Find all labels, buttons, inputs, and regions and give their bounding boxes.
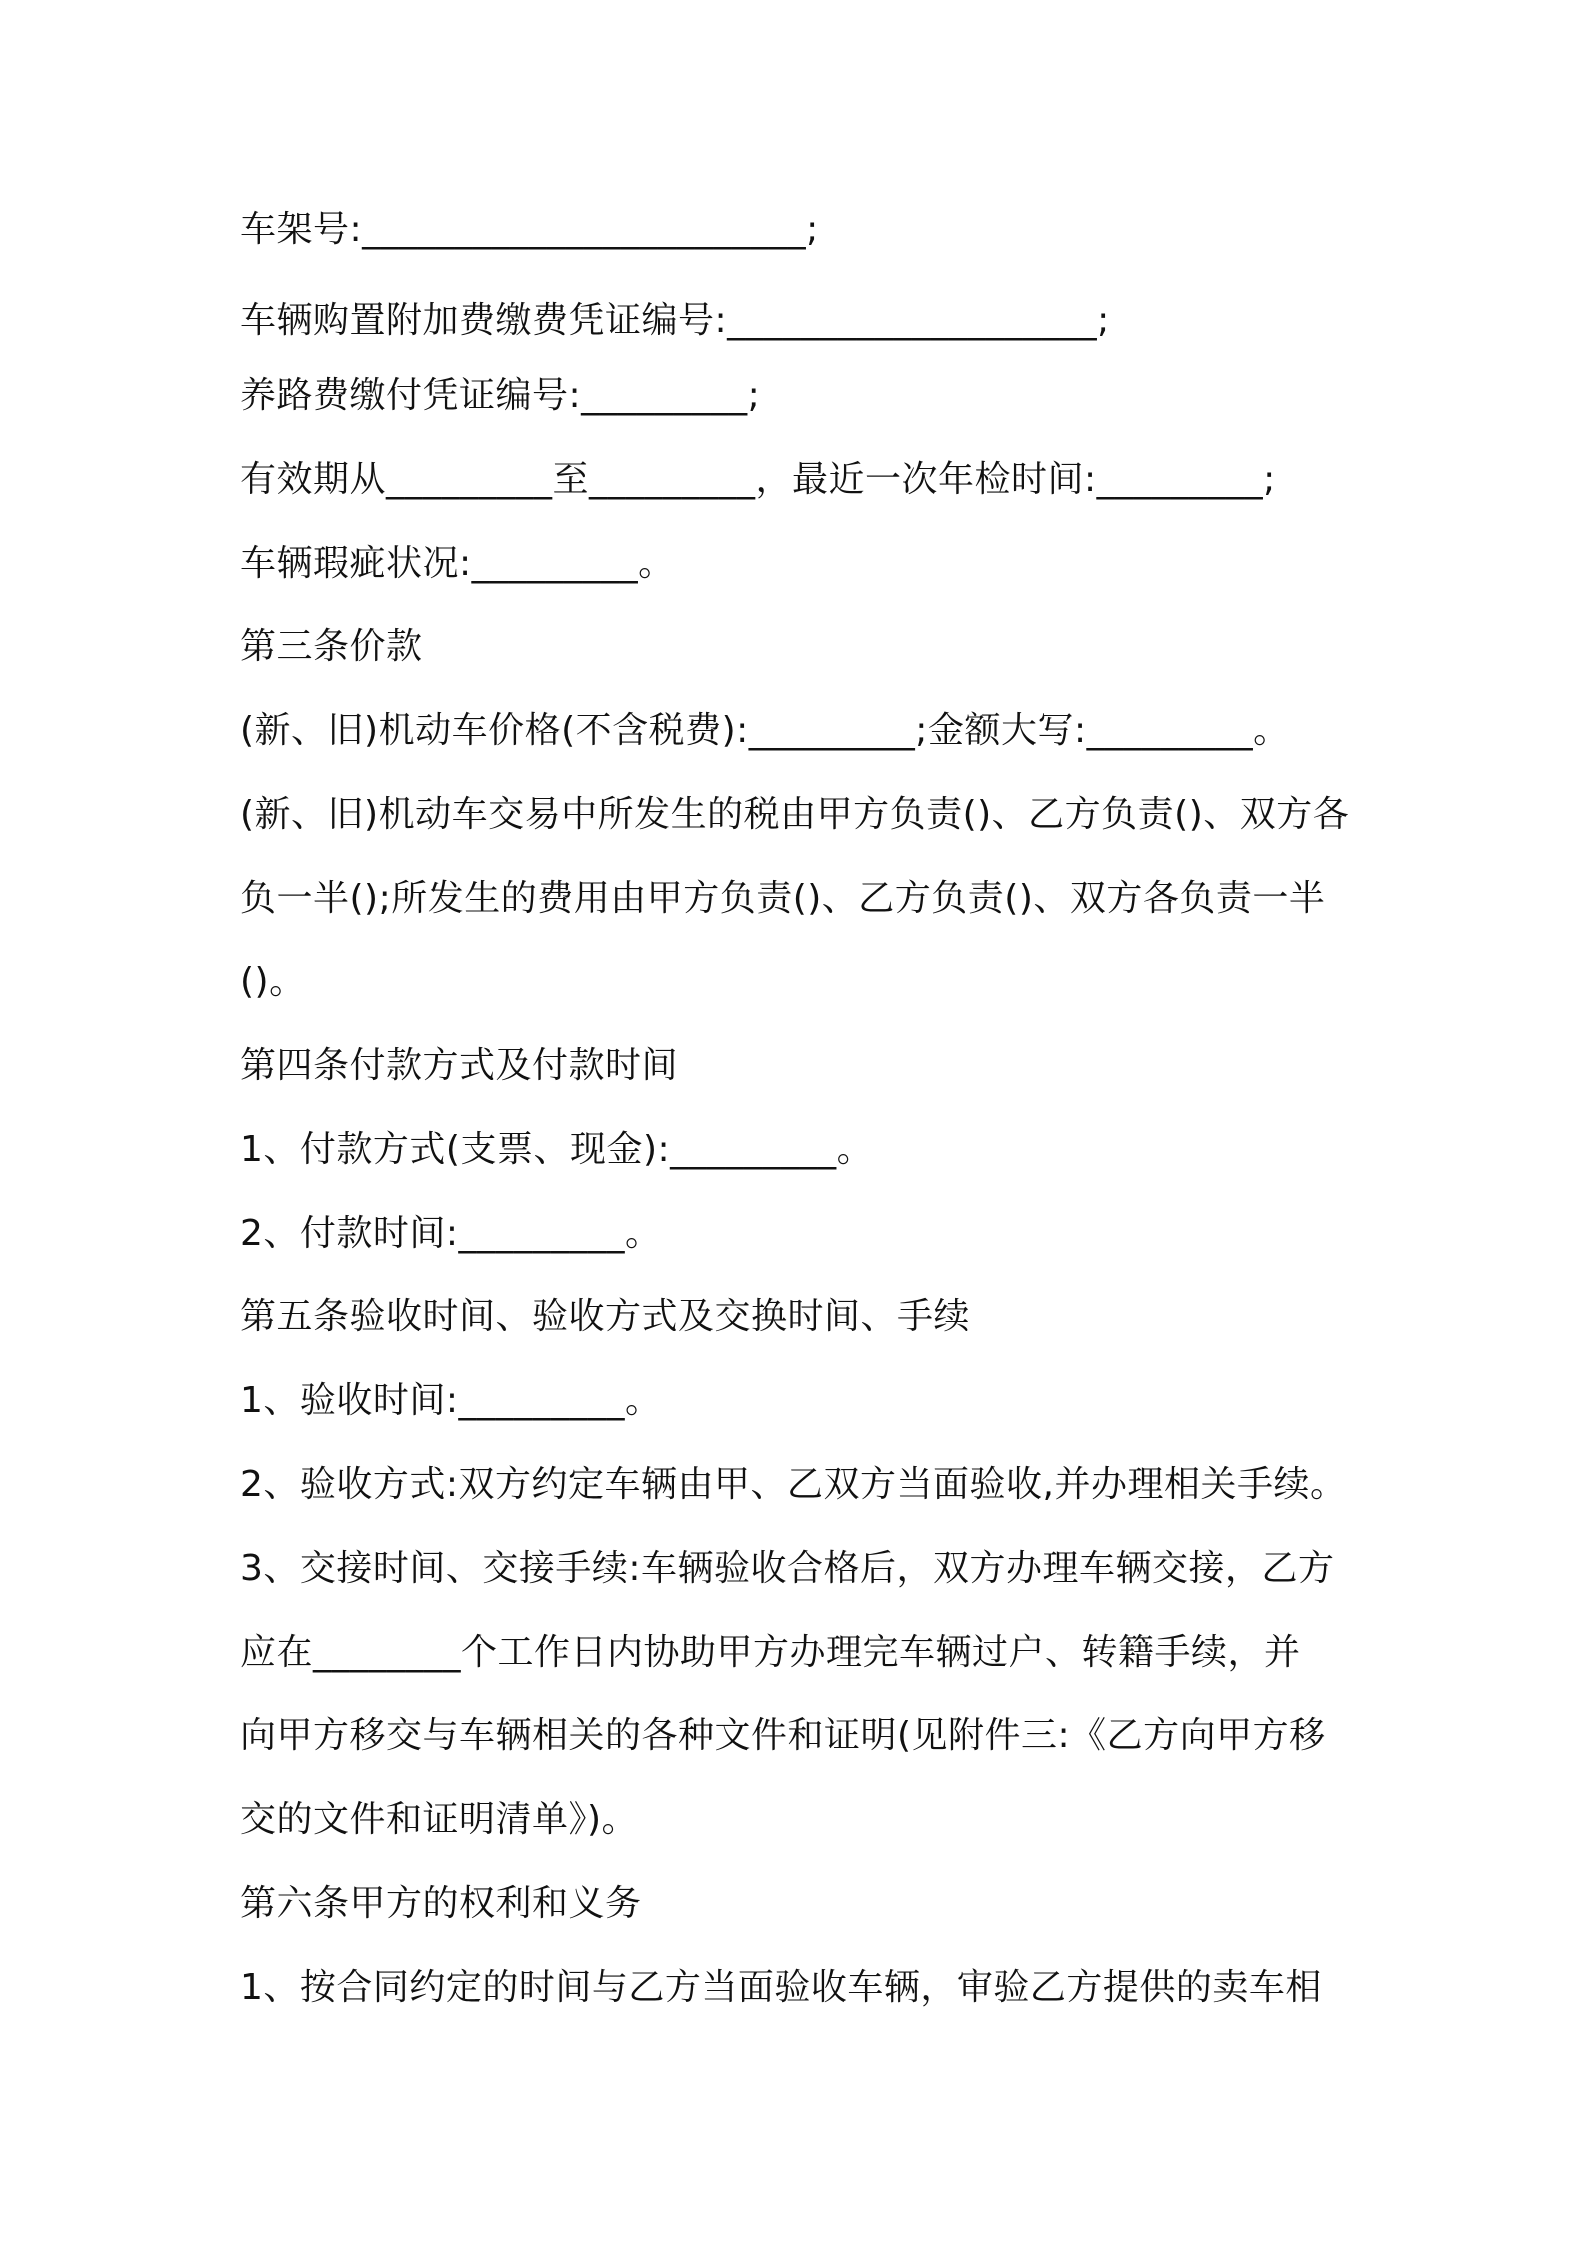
heading-article-6: 第六条甲方的权利和义务 (240, 1883, 642, 1924)
line-tax-responsibility-1: (新、旧)机动车交易中所发生的税由甲方负责()、乙方负责()、双方各 (240, 794, 1350, 835)
line-validity-inspection: 有效期从_________至_________，最近一次年检时间:_________; (240, 459, 1276, 500)
line-payment-time: 2、付款时间:_________。 (240, 1213, 662, 1254)
line-handover-2: 应在________个工作日内协助甲方办理完车辆过户、转籍手续，并 (240, 1632, 1301, 1673)
line-purchase-tax-certificate: 车辆购置附加费缴费凭证编号:____________________; (240, 300, 1110, 341)
line-party-a-rights-1: 1、按合同约定的时间与乙方当面验收车辆，审验乙方提供的卖车相 (240, 1967, 1322, 2008)
heading-article-3: 第三条价款 (240, 626, 423, 667)
line-tax-responsibility-2: 负一半();所发生的费用由甲方负责()、乙方负责()、双方各负责一半 (240, 878, 1326, 919)
line-handover-3: 向甲方移交与车辆相关的各种文件和证明(见附件三:《乙方向甲方移 (240, 1715, 1326, 1756)
line-handover-1: 3、交接时间、交接手续:车辆验收合格后，双方办理车辆交接，乙方 (240, 1548, 1335, 1589)
line-road-toll-certificate: 养路费缴付凭证编号:_________; (240, 375, 761, 416)
heading-article-4: 第四条付款方式及付款时间 (240, 1045, 679, 1086)
line-handover-4: 交的文件和证明清单》)。 (240, 1799, 639, 1840)
line-inspection-method: 2、验收方式:双方约定车辆由甲、乙双方当面验收,并办理相关手续。 (240, 1464, 1347, 1505)
line-vehicle-defects: 车辆瑕疵状况:_________。 (240, 543, 675, 584)
line-vin: 车架号:________________________; (240, 209, 819, 250)
line-price: (新、旧)机动车价格(不含税费):_________;金额大写:_________。 (240, 710, 1290, 751)
line-payment-method: 1、付款方式(支票、现金):_________。 (240, 1129, 874, 1170)
heading-article-5: 第五条验收时间、验收方式及交换时间、手续 (240, 1296, 971, 1337)
line-inspection-time: 1、验收时间:_________。 (240, 1380, 662, 1421)
line-tax-responsibility-3: ()。 (240, 961, 306, 1002)
